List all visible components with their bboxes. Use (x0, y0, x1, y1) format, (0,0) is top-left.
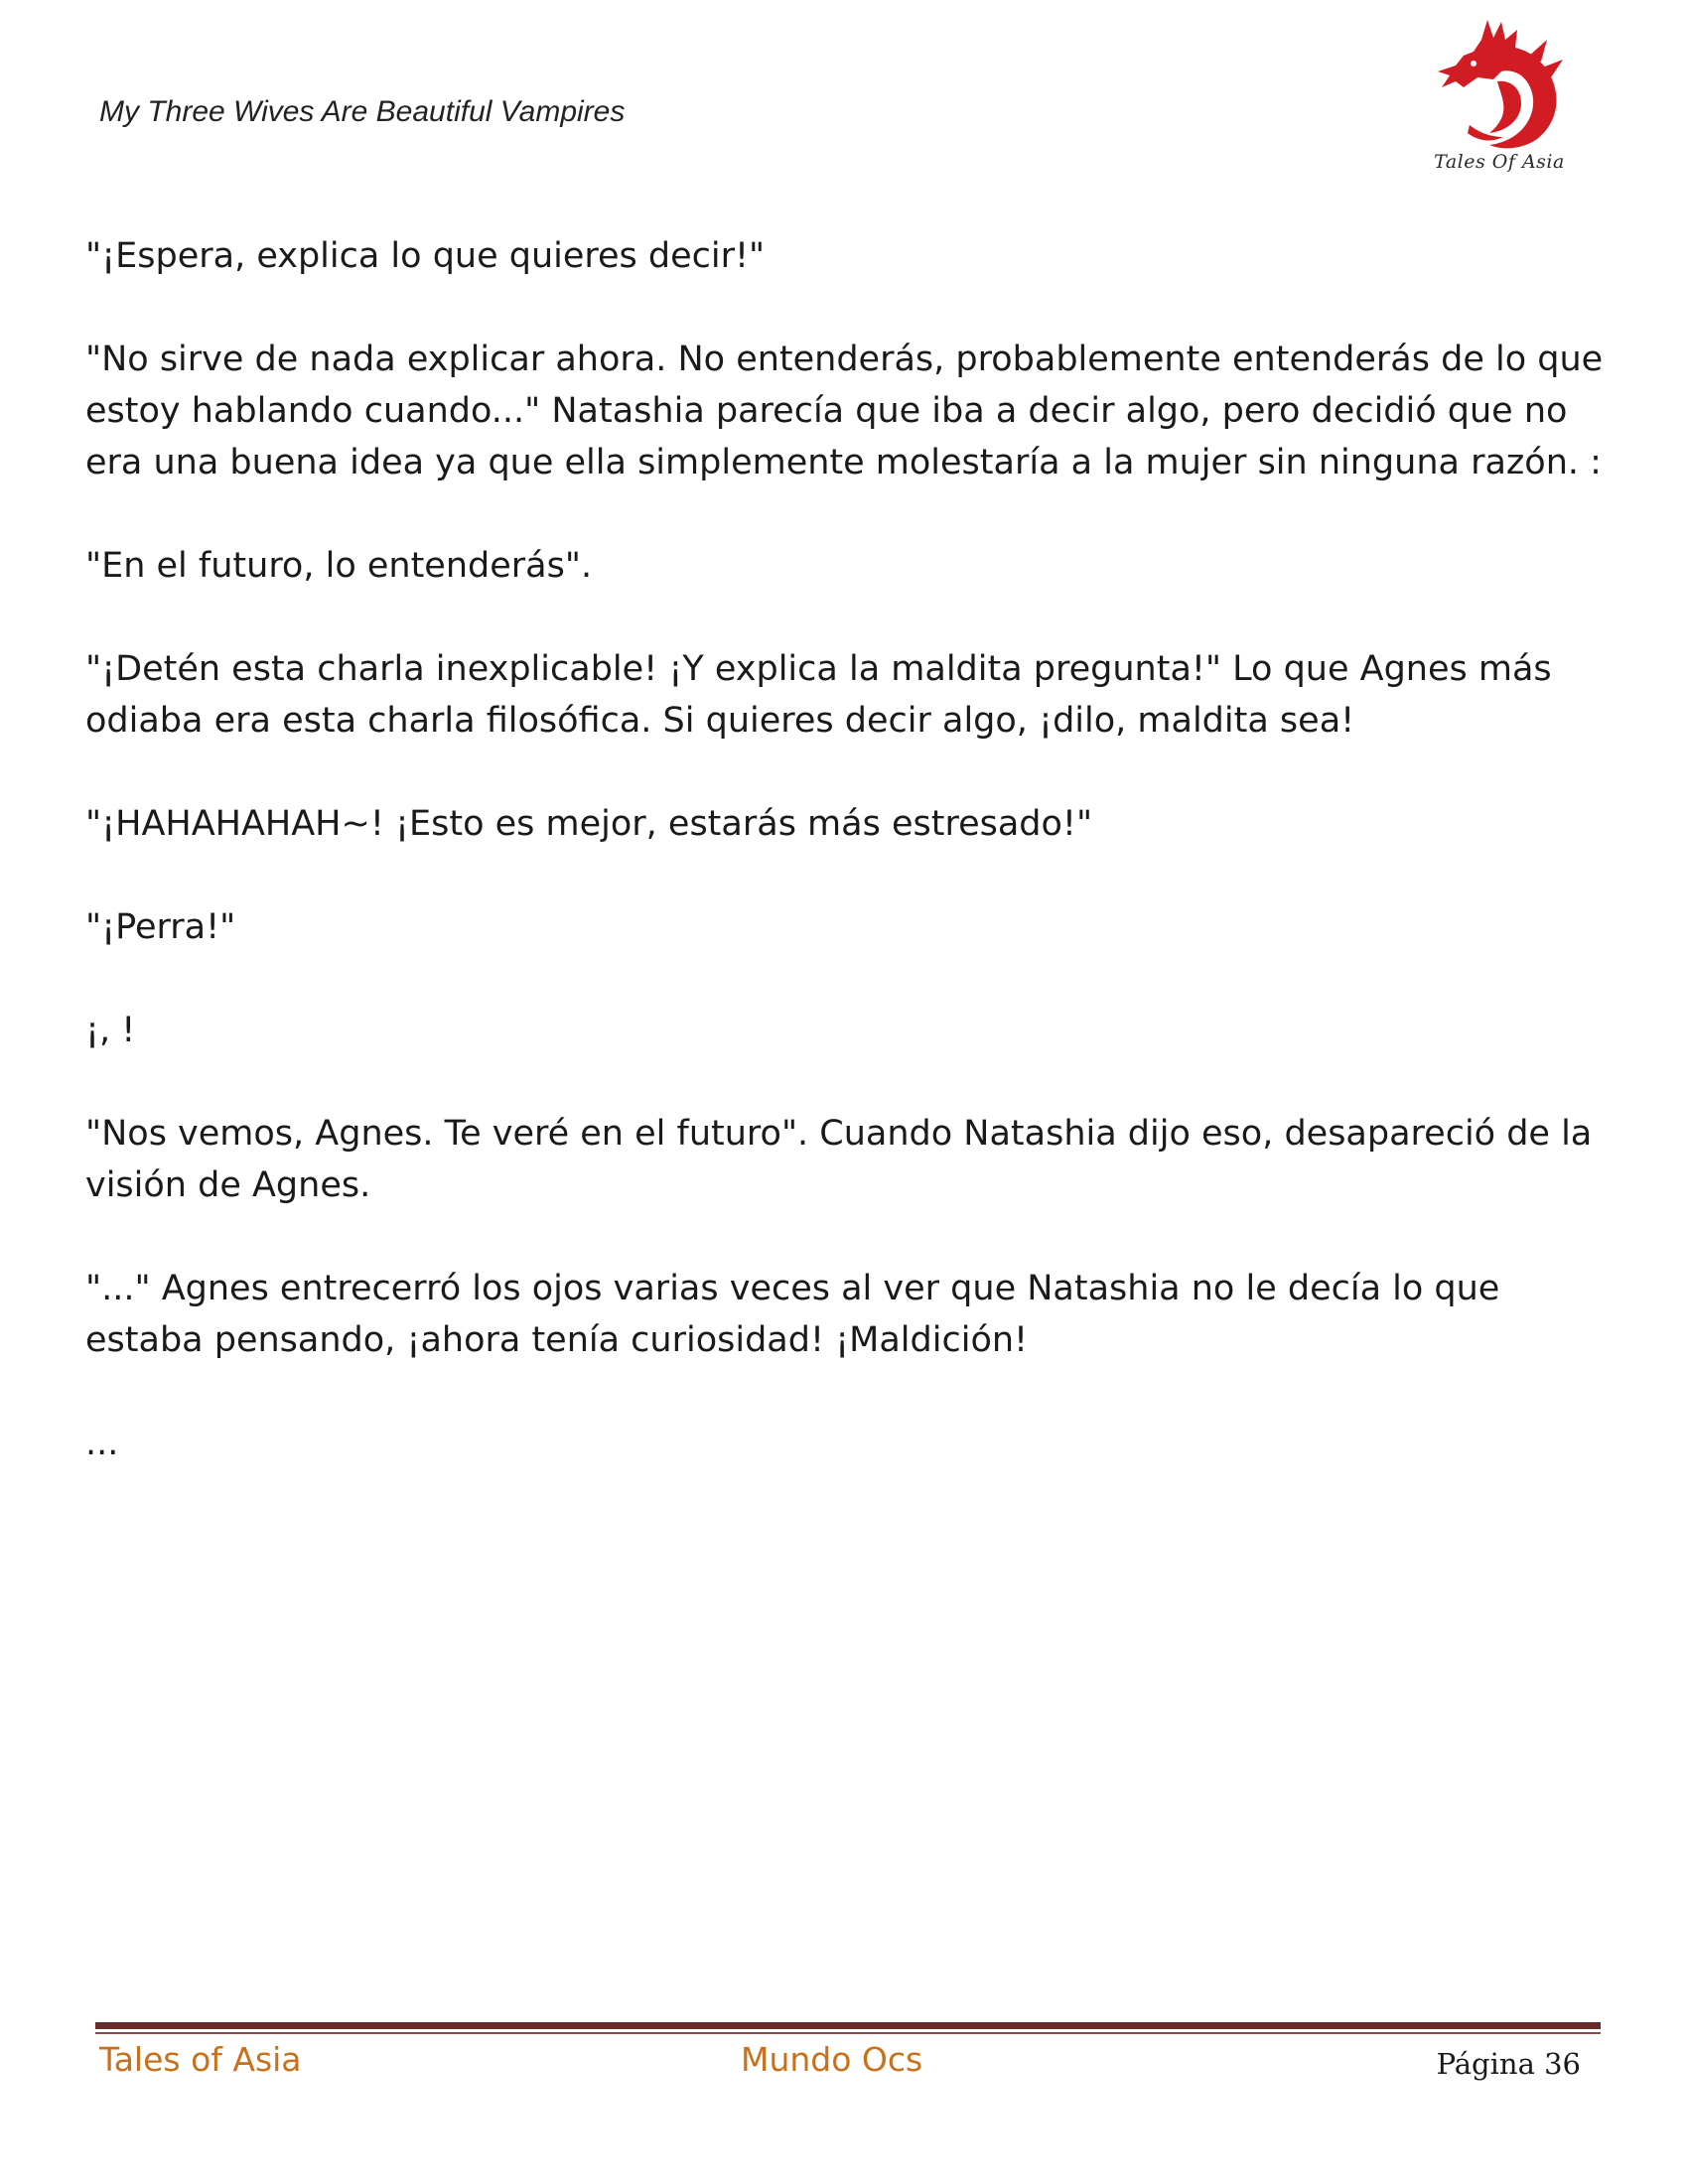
paragraph: "No sirve de nada explicar ahora. No entenderás, probablemente entenderás de lo que estoy hablando cuando..." Natashia parecía que iba a decir algo, pero decidió que no era una buena idea ya que ella simplemente molestaría a la mujer sin ninguna razón. : (85, 340, 1604, 482)
paragraph: "¡Detén esta charla inexplicable! ¡Y explica la maldita pregunta!" Lo que Agnes más odiaba era esta charla filosófica. Si quieres decir algo, ¡dilo, maldita sea! (85, 649, 1552, 741)
paragraph: "En el futuro, lo entenderás". (85, 546, 593, 586)
tales-of-asia-logo (1430, 18, 1569, 182)
paragraph: "¡Perra!" (85, 907, 236, 947)
book-title: My Three Wives Are Beautiful Vampires (99, 95, 626, 128)
logo-text: Tales Of Asia (1434, 151, 1565, 173)
paragraph: "Nos vemos, Agnes. Te veré en el futuro". Cuando Natashia dijo eso, desapareció de la visión de Agnes. (85, 1114, 1593, 1205)
paragraph: "..." Agnes entrecerró los ojos varias veces al ver que Natashia no le decía lo que estaba pensando, ¡ahora tenía curiosidad! ¡Maldición! (85, 1269, 1500, 1360)
page-number: Página 36 (1436, 2047, 1581, 2081)
paragraph: ¡, ! (85, 1011, 136, 1050)
footer-divider (95, 2022, 1601, 2034)
paragraph: ... (85, 1424, 119, 1463)
dragon-icon (1430, 18, 1569, 152)
footer-section-name: Mundo Ocs (741, 2040, 923, 2079)
chapter-body (85, 230, 1615, 1521)
paragraph: "¡HAHAHAHAH~! ¡Esto es mejor, estarás más estresado!" (85, 804, 1093, 844)
footer-site-name: Tales of Asia (99, 2040, 302, 2079)
paragraph: "¡Espera, explica lo que quieres decir!" (85, 236, 766, 276)
